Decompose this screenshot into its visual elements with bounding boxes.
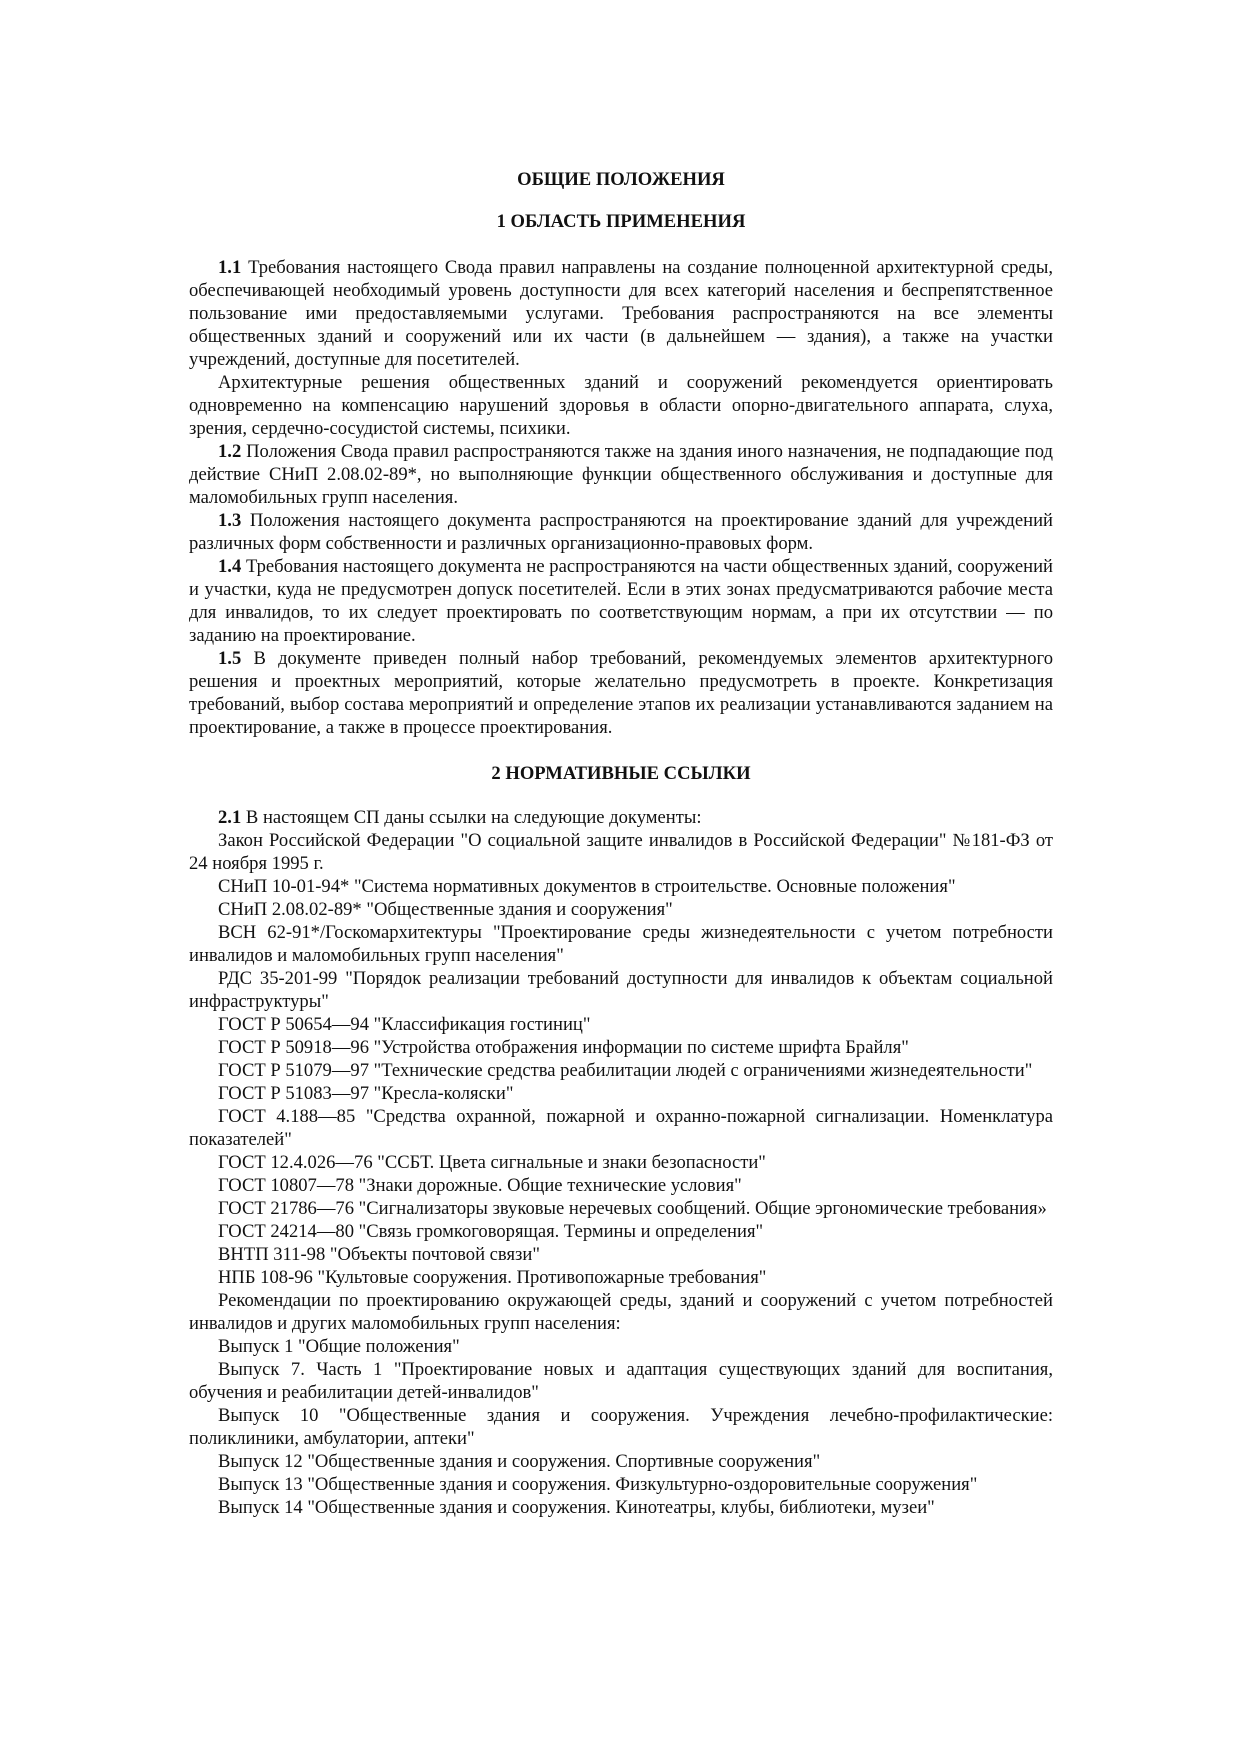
paragraph-text: СНиП 2.08.02-89* "Общественные здания и сооружения"	[218, 899, 673, 920]
clause-number: 1.2	[218, 441, 242, 462]
paragraph-text: Выпуск 13 "Общественные здания и сооружения. Физкультурно-оздоровительные сооружения"	[218, 1474, 978, 1495]
paragraph-text: Требования настоящего Свода правил направлены на создание полноценной архитектурной среды, обеспечивающей необходимый уровень доступности для всех категорий населения и беспрепятственное пользование ими предоставляемыми услугами. Требования распространяются на все элементы общественных зданий и сооружений или их части (в дальнейшем — здания), а также на участки учреждений, доступные для посетителей.	[189, 257, 1053, 370]
paragraph-text: В настоящем СП даны ссылки на следующие документы:	[245, 807, 702, 828]
paragraph-text: Выпуск 7. Часть 1 "Проектирование новых и адаптация существующих зданий для воспитания, обучения и реабилитации детей-инвалидов"	[189, 1359, 1053, 1403]
paragraph-text: Выпуск 1 "Общие положения"	[218, 1336, 460, 1357]
paragraph	[189, 1243, 1053, 1266]
paragraph-text: РДС 35-201-99 "Порядок реализации требований доступности для инвалидов к объектам социальной инфраструктуры"	[189, 968, 1053, 1012]
paragraph	[189, 1036, 1053, 1059]
section-1-body	[189, 256, 1053, 739]
paragraph	[189, 967, 1053, 1013]
clause-number: 2.1	[218, 807, 242, 828]
paragraph	[189, 256, 1053, 371]
paragraph	[189, 921, 1053, 967]
paragraph	[189, 829, 1053, 875]
paragraph	[189, 1266, 1053, 1289]
paragraph	[189, 371, 1053, 440]
paragraph-text: ГОСТ Р 50918—96 "Устройства отображения информации по системе шрифта Брайля"	[218, 1037, 909, 1058]
paragraph	[189, 1174, 1053, 1197]
paragraph-text: СНиП 10-01-94* "Система нормативных документов в строительстве. Основные положения"	[218, 876, 956, 897]
paragraph	[189, 1473, 1053, 1496]
clause-number: 1.1	[218, 257, 242, 278]
document-page	[189, 168, 1053, 1519]
paragraph-text: НПБ 108-96 "Культовые сооружения. Противопожарные требования"	[218, 1267, 767, 1288]
paragraph-text: ГОСТ 10807—78 "Знаки дорожные. Общие технические условия"	[218, 1175, 742, 1196]
paragraph-text: ГОСТ 12.4.026—76 "ССБТ. Цвета сигнальные и знаки безопасности"	[218, 1152, 766, 1173]
paragraph	[189, 1197, 1053, 1220]
paragraph	[189, 1450, 1053, 1473]
paragraph-text: Выпуск 14 "Общественные здания и сооружения. Кинотеатры, клубы, библиотеки, музеи"	[218, 1497, 935, 1518]
paragraph	[189, 1013, 1053, 1036]
paragraph	[189, 647, 1053, 739]
paragraph-text: Архитектурные решения общественных зданий и сооружений рекомендуется ориентировать одновременно на компенсацию нарушений здоровья в области опорно-двигательного аппарата, слуха, зрения, сердечно-сосудистой системы, психики.	[189, 372, 1053, 439]
paragraph-text: Закон Российской Федерации "О социальной защите инвалидов в Российской Федерации" №181-ФЗ от 24 ноября 1995 г.	[189, 830, 1053, 874]
paragraph-text: ГОСТ 4.188—85 "Средства охранной, пожарной и охранно-пожарной сигнализации. Номенклатура показателей"	[189, 1106, 1053, 1150]
paragraph	[189, 555, 1053, 647]
paragraph	[189, 1082, 1053, 1105]
paragraph-text: ВНТП 311-98 "Объекты почтовой связи"	[218, 1244, 540, 1265]
paragraph-text: Выпуск 10 "Общественные здания и сооружения. Учреждения лечебно-профилактические: поликлиники, амбулатории, аптеки"	[189, 1405, 1053, 1449]
paragraph-text: Требования настоящего документа не распространяются на части общественных зданий, сооружений и участки, куда не предусмотрен допуск посетителей. Если в этих зонах предусматриваются рабочие места для инвалидов, то их следует проектировать по соответствующим нормам, а при их отсутствии — по заданию на проектирование.	[189, 556, 1053, 646]
paragraph-text: Выпуск 12 "Общественные здания и сооружения. Спортивные сооружения"	[218, 1451, 821, 1472]
paragraph	[189, 1151, 1053, 1174]
paragraph-text: ГОСТ Р 51079—97 "Технические средства реабилитации людей с ограничениями жизнедеятельности"	[218, 1060, 1033, 1081]
section-2-body	[189, 806, 1053, 1519]
document-title: ОБЩИЕ ПОЛОЖЕНИЯ	[517, 169, 725, 190]
paragraph	[189, 1496, 1053, 1519]
paragraph-text: ГОСТ Р 50654—94 "Классификация гостиниц"	[218, 1014, 591, 1035]
paragraph	[189, 806, 1053, 829]
paragraph-text: ВСН 62-91*/Госкомархитектуры "Проектирование среды жизнедеятельности с учетом потребности инвалидов и маломобильных групп населения"	[189, 922, 1053, 966]
paragraph	[189, 1059, 1053, 1082]
paragraph-text: ГОСТ Р 51083—97 "Кресла-коляски"	[218, 1083, 514, 1104]
paragraph	[189, 1404, 1053, 1450]
paragraph	[189, 875, 1053, 898]
paragraph	[189, 1105, 1053, 1151]
paragraph-text: ГОСТ 24214—80 "Связь громкоговорящая. Термины и определения"	[218, 1221, 764, 1242]
paragraph	[189, 509, 1053, 555]
paragraph	[189, 1220, 1053, 1243]
paragraph-text: В документе приведен полный набор требований, рекомендуемых элементов архитектурного решения и проектных мероприятий, которые желательно предусмотреть в проекте. Конкретизация требований, выбор состава мероприятий и определение этапов их реализации устанавливаются заданием на проектирование, а также в процессе проектирования.	[189, 648, 1053, 738]
clause-number: 1.4	[218, 556, 242, 577]
paragraph	[189, 898, 1053, 921]
paragraph-text: Рекомендации по проектированию окружающей среды, зданий и сооружений с учетом потребностей инвалидов и других маломобильных групп населения:	[189, 1290, 1053, 1334]
clause-number: 1.3	[218, 510, 242, 531]
clause-number: 1.5	[218, 648, 242, 669]
section-2-heading: 2 НОРМАТИВНЫЕ ССЫЛКИ	[491, 763, 751, 784]
paragraph	[189, 1335, 1053, 1358]
section-1-heading: 1 ОБЛАСТЬ ПРИМЕНЕНИЯ	[496, 211, 746, 232]
paragraph	[189, 1289, 1053, 1335]
paragraph	[189, 1358, 1053, 1404]
paragraph-text: Положения настоящего документа распространяются на проектирование зданий для учреждений различных форм собственности и различных организационно-правовых форм.	[189, 510, 1053, 554]
paragraph	[189, 440, 1053, 509]
paragraph-text: ГОСТ 21786—76 "Сигнализаторы звуковые неречевых сообщений. Общие эргономические требования»	[218, 1198, 1047, 1219]
paragraph-text: Положения Свода правил распространяются также на здания иного назначения, не подпадающие под действие СНиП 2.08.02-89*, но выполняющие функции общественного обслуживания и доступные для маломобильных групп населения.	[189, 441, 1053, 508]
